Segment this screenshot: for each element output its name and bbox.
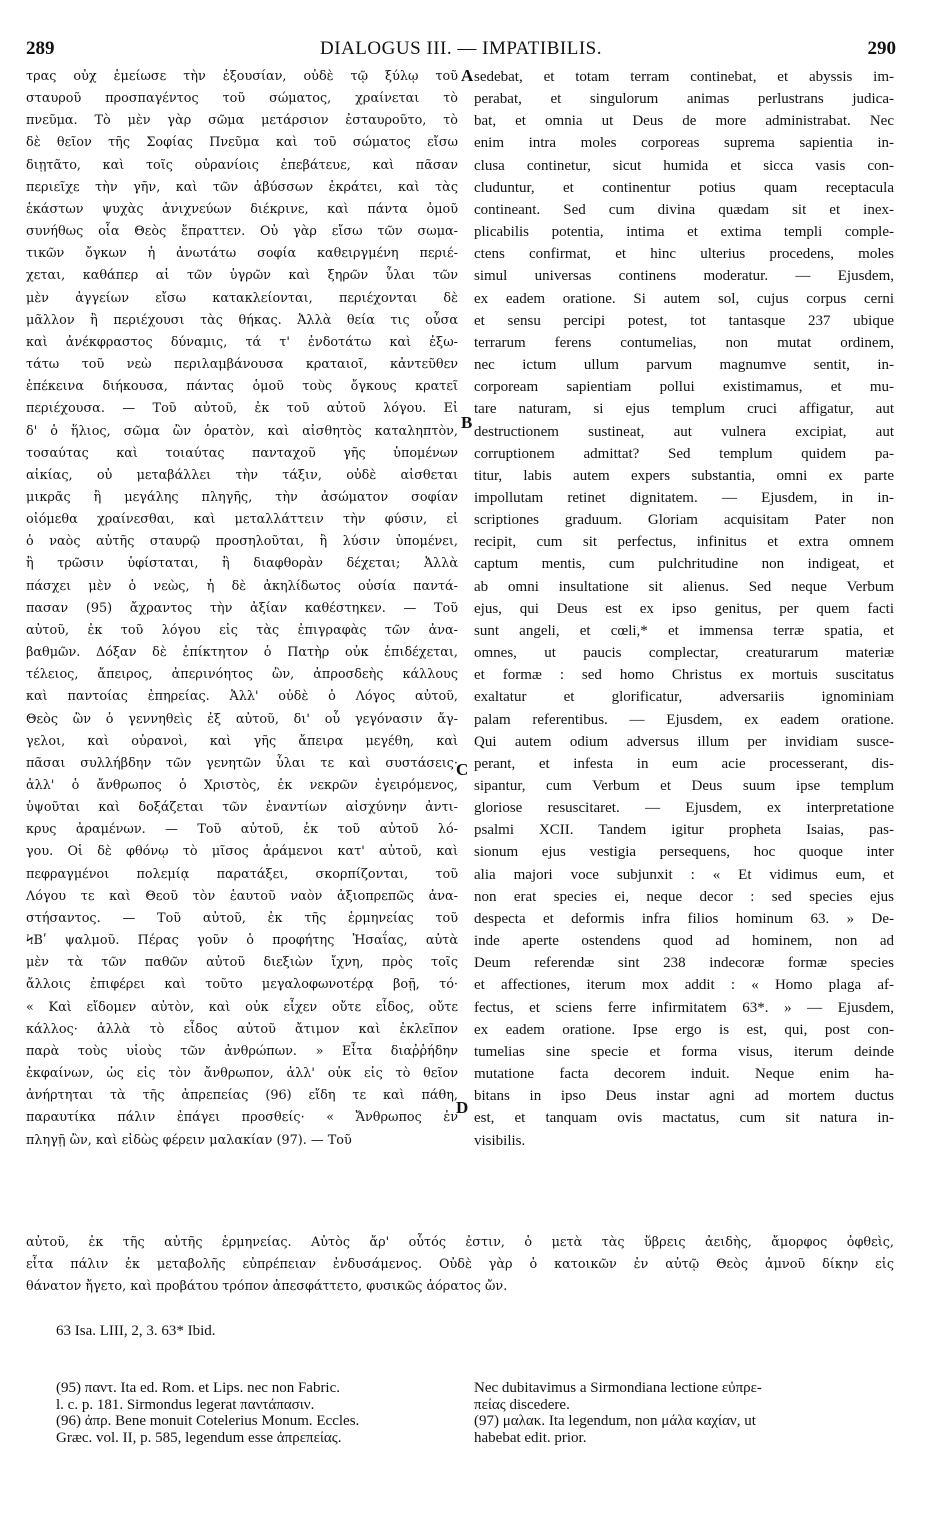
text-line: Λόγου τε καὶ Θεοῦ τὸν ἑαυτοῦ ναὸν ἀξιοπρεπῶς ἀνα- bbox=[26, 888, 458, 904]
text-line: γου. Οἱ δὲ φθόνῳ τὸ μῖσος ἀράμενοι κατ' αὐτοῦ, καὶ bbox=[26, 844, 458, 860]
text-line: αὐτοῦ, ἐκ τῆς αὐτῆς ἑρμηνείας. Αὐτὸς ἄρ' οὗτός ἐστιν, ὁ μετὰ τὰς ὕβρεις ἀειδὴς, ἄμορφος ὀφθεὶς, bbox=[26, 1235, 894, 1250]
text-line: ἀνήρτηται τὰ τῆς ἀπρεπείας (96) εἴδη τε καὶ πάθη, bbox=[26, 1088, 458, 1104]
text-line: mutatione facta decorem induit. Neque enim ha- bbox=[474, 1066, 894, 1083]
text-line: πείας discedere. bbox=[474, 1396, 570, 1413]
text-line: fectus, et sciens ferre infirmitatem 63*. » — Ejusdem, bbox=[474, 999, 894, 1016]
text-line: (96) ἀπρ. Bene monuit Cotelerius Monum. Eccles. bbox=[56, 1413, 360, 1429]
text-line: παραυτίκα πάλιν ἐπάγει προσθείς· « Ἄνθρωπος ἐν bbox=[26, 1110, 458, 1126]
text-line: ἄλλοις ἐπιφέρει καὶ τοῦτο μεγαλοφωνοτέρᾳ βοῇ, τό· bbox=[26, 977, 458, 993]
latin-column bbox=[474, 66, 894, 1152]
text-line: βαθμῶν. Δόξαν δὲ ἐπίκτητον ὁ Πατὴρ οὐκ ἐπιδέχεται, bbox=[26, 645, 458, 661]
text-line: destructionem sustineat, aut vulnera excipiat, aut bbox=[474, 423, 894, 440]
text-line: παρὰ τοὺς υἱοὺς τῶν ἀνθρώπων. » Εἶτα διαῤῥήδην bbox=[26, 1043, 458, 1059]
text-line: l. c. p. 181. Sirmondus legerat παντάπασιν. bbox=[56, 1396, 315, 1413]
text-line: corruptionem admittat? Sed templum quidem pa- bbox=[474, 445, 894, 462]
text-line: διῃτᾶτο, καὶ τοῖς οὐρανίοις ἐπεβάτευε, καὶ πᾶσαν bbox=[26, 157, 458, 173]
page-number-right: 290 bbox=[867, 38, 896, 59]
text-line: τρας οὐχ ἐμείωσε τὴν ἐξουσίαν, οὐδὲ τῷ ξύλῳ τοῦ bbox=[26, 69, 458, 84]
text-line: est, et tanquam ovis mactatus, cum sit natura in- bbox=[474, 1110, 894, 1127]
text-line: ex eadem oratione. Ipse ergo is est, qui, post con- bbox=[474, 1021, 894, 1038]
text-line: ejus, qui Deus est ex ipso genitus, per quem facti bbox=[474, 600, 894, 617]
footnotes-left bbox=[56, 1380, 456, 1446]
text-line: gloriose resuscitaret. — Ejusdem, ex interpretatione bbox=[474, 800, 894, 817]
text-line: clusa continetur, sicut humida et sicca vasis con- bbox=[474, 157, 894, 174]
text-line: αὐτοῦ, ἐκ τοῦ λόγου εἰς τὰς ἐπιγραφὰς τῶν ἀνα- bbox=[26, 622, 458, 638]
text-line: simul universas continens moderatur. — Ejusdem, bbox=[474, 268, 894, 285]
greek-continuation bbox=[26, 1232, 894, 1298]
text-line: captum mentis, cum pulchritudine non indigeat, et bbox=[474, 556, 894, 573]
text-line: τοσαύτας καὶ τοιαύτας πανταχοῦ γῆς ὑπομένων bbox=[26, 445, 458, 461]
text-line: στήσαντος. — Τοῦ αὐτοῦ, ἐκ τῆς ἑρμηνείας τοῦ bbox=[26, 910, 458, 926]
section-marker-c: C bbox=[456, 760, 469, 779]
section-marker-a: A bbox=[461, 66, 474, 85]
text-line: bitans in ipso Deus instar agni ad mortem ductus bbox=[474, 1088, 894, 1105]
scripture-reference: 63 Isa. LIII, 2, 3. 63* Ibid. bbox=[56, 1323, 216, 1339]
text-line: alia majori voce subjunxit : « Et vidimus eum, et bbox=[474, 866, 894, 883]
text-line: τικῶν ὄγκων ἡ ἀνωτάτω σοφία καθειργμένη περιέ- bbox=[26, 246, 458, 262]
text-line: συνήθως οἷα Θεὸς ἔπραττεν. Οὐ γὰρ εἴσω τῶν σωμα- bbox=[26, 224, 458, 240]
text-line: non erat species ei, neque decor : sed species ejus bbox=[474, 888, 894, 905]
text-line: (97) μαλακ. Ita legendum, non μάλα καχίαν, ut bbox=[474, 1413, 756, 1429]
text-line: recipit, cum sit perfectus, infinitus et extra omnem bbox=[474, 534, 894, 551]
text-line: δὲ θεῖον τῆς Σοφίας Πνεῦμα καὶ τοῦ σώματος εἴσω bbox=[26, 135, 458, 151]
text-line: χεται, καθάπερ αἱ τῶν ὑγρῶν καὶ ξηρῶν ὗλαι τῶν bbox=[26, 268, 458, 284]
running-title: DIALOGUS III. — IMPATIBILIS. bbox=[320, 38, 602, 59]
text-line: πληγῇ ὢν, καὶ εἰδὼς φέρειν μαλακίαν (97). — Τοῦ bbox=[26, 1132, 352, 1148]
text-line: sionum ejus vestigia persequens, hoc quoque inter bbox=[474, 844, 894, 861]
text-line: κάλλος· ἀλλὰ τὸ εἶδος αὐτοῦ ἄτιμον καὶ ἐκλεῖπον bbox=[26, 1021, 458, 1037]
text-line: πνεῦμα. Τὸ μὲν γὰρ σῶμα μετάρσιον ἐσταυροῦτο, τὸ bbox=[26, 113, 458, 129]
footnotes-right bbox=[474, 1380, 894, 1446]
text-line: corpoream sapientiam pollui existimamus, et mu- bbox=[474, 379, 894, 396]
text-line: inde aperte ostendens quod ad hominem, non ad bbox=[474, 933, 894, 950]
text-line: κρυς ἀραμένων. — Τοῦ αὐτοῦ, ἐκ τοῦ αὐτοῦ λό- bbox=[26, 822, 458, 838]
text-line: εἶτα πάλιν ἐκ μεταβολῆς εὐπρέπειαν ἐνδυσάμενος. Οὐδὲ γὰρ ὁ κατοικῶν ἐν αὐτῷ Θεὸς ἀμνοῦ δίκην εἰς bbox=[26, 1257, 894, 1273]
text-line: perabat, et singulorum animas perlustrans judica- bbox=[474, 91, 894, 108]
text-line: τέλειος, ἄπειρος, ἀπερινόητος ὢν, ἀπροσδεὴς κάλλους bbox=[26, 667, 458, 683]
text-line: πασαν (95) ἄχραντος τὴν ἀξίαν καθέστηκεν. — Τοῦ bbox=[26, 600, 458, 616]
text-line: « Καὶ εἴδομεν αὐτὸν, καὶ οὐκ εἶχεν οὔτε εἶδος, οὔτε bbox=[26, 999, 458, 1015]
text-line: τάτω τοῦ νεὼ περιλαμβάνουσα κραταιοῖ, κἀντεῦθεν bbox=[26, 357, 458, 373]
text-line: πεφραγμένοι πολεμίᾳ παρατάξει, σκορπίζονται, τοῦ bbox=[26, 866, 458, 882]
text-line: tumelias sine specie et forma visus, iterum deinde bbox=[474, 1043, 894, 1060]
text-line: exaltatur et glorificatur, adversariis ignominiam bbox=[474, 689, 894, 706]
text-line: μὲν τὰ τῶν παθῶν αὐτοῦ διεξιὼν ἴχνη, πρὸς τοῖς bbox=[26, 955, 458, 971]
text-line: ἢ τρῶσιν ὑφίσταται, ἢ διαφθορὰν δέχεται; Ἀλλὰ bbox=[26, 556, 458, 572]
text-line: ἐπέκεινα διήκουσα, πάντας ὁμοῦ τοὺς ὄγκους κρατεῖ bbox=[26, 379, 458, 395]
text-line: terrarum ferens contumelias, non mutat ordinem, bbox=[474, 334, 894, 351]
text-line: δ' ὁ ἥλιος, σῶμα ὢν ὁρατὸν, καὶ αἰσθητὸς καταληπτὸν, bbox=[26, 423, 458, 439]
text-line: sipantur, cum Verbum et Deus suum ipse templum bbox=[474, 778, 894, 794]
text-line: impollutam retinet dignitatem. — Ejusdem, in in- bbox=[474, 489, 894, 506]
text-line: μὲν ἀγγείων εἴσω κατακλείονται, περιέχονται δὲ bbox=[26, 290, 458, 306]
text-line: despecta et deformis infra filios hominum 63. » De- bbox=[474, 910, 894, 927]
text-line: πάσχει μὲν ὁ νεὼς, ἡ δὲ ἀκηλίδωτος οὐσία παντά- bbox=[26, 578, 458, 594]
text-line: et sensu percipi potest, tot tantasque 237 ubique bbox=[474, 312, 894, 329]
text-line: περιεῖχε τὴν γῆν, καὶ τῶν ἀβύσσων ἐκράτει, καὶ τὰς bbox=[26, 179, 458, 195]
text-line: contineant. Sed cum divina quædam sit et inex- bbox=[474, 201, 894, 218]
text-line: γελοι, καὶ οὐρανοὶ, καὶ γῆς ἄπειρα μεγέθη, καὶ bbox=[26, 733, 458, 749]
section-marker-d: D bbox=[456, 1098, 469, 1117]
text-line: Qui autem odium adversus illum per invidiam susce- bbox=[474, 733, 894, 750]
text-line: Nec dubitavimus a Sirmondiana lectione εὐπρε- bbox=[474, 1380, 762, 1396]
text-line: θάνατον ἤγετο, καὶ προβάτου τρόπον ἀπεσφάττετο, φυσικῶς ἀόρατος ὤν. bbox=[26, 1279, 508, 1295]
text-line: sunt angeli, et cœli,* et immensa terræ spatia, et bbox=[474, 622, 894, 639]
text-line: nec ictum ullum parvum magnumve sentit, in- bbox=[474, 357, 894, 374]
text-line: (95) παντ. Ita ed. Rom. et Lips. nec non Fabric. bbox=[56, 1380, 341, 1396]
page-number-left: 289 bbox=[26, 38, 55, 59]
text-line: ctens confirmat, et hinc ulterius procedens, moles bbox=[474, 246, 894, 263]
text-line: ἐκφαίνων, ὡς εἰς τὸν ἄνθρωπον, ἀλλ' οὐκ εἰς τὸ θεῖον bbox=[26, 1066, 458, 1082]
text-line: perant, et infesta in eum acie processerant, dis- bbox=[474, 755, 894, 772]
text-line: Θεὸς ὢν ὁ γεννηθεὶς ἐξ αὐτοῦ, δι' οὗ γεγόνασιν ἄγ- bbox=[26, 711, 458, 727]
text-line: σταυροῦ προσπαγέντος τοῦ σώματος, χραίνεται τὸ bbox=[26, 91, 458, 107]
text-line: habebat edit. prior. bbox=[474, 1429, 587, 1446]
text-line: visibilis. bbox=[474, 1132, 526, 1149]
text-line: bat, et omnia ut Deus de more administrabat. Nec bbox=[474, 113, 894, 130]
text-line: Deum referendæ sint 238 indecoræ formæ species bbox=[474, 955, 894, 972]
section-marker-b: B bbox=[461, 413, 473, 432]
text-line: ἀλλ' ὁ ἄνθρωπος ὁ Χριστὸς, ἐκ νεκρῶν ἐγειρόμενος, bbox=[26, 778, 458, 793]
page-header bbox=[26, 38, 896, 62]
text-line: αἰκίας, οὐ μεταβάλλει τὴν τάξιν, οὐδὲ αἰσθεται bbox=[26, 467, 458, 483]
text-line: ὑψοῦται καὶ δοξάζεται τῶν ἐναντίων αἰσχύνην ἀντι- bbox=[26, 800, 458, 816]
text-line: scriptiones graduum. Gloriam acquisitam Pater non bbox=[474, 512, 894, 529]
text-line: et formæ : sed homo Christus ex mortuis suscitatus bbox=[474, 667, 894, 684]
text-line: μᾶλλον ἢ περιέχουσι τὰς θήκας. Ἀλλὰ θεία τις οὖσα bbox=[26, 312, 458, 328]
text-line: καὶ παντοίας ἐπηρείας. Ἀλλ' οὐδὲ ὁ Λόγος αὐτοῦ, bbox=[26, 689, 458, 705]
greek-column bbox=[26, 66, 458, 1152]
text-line: titur, labis autem expers substantia, omni ex parte bbox=[474, 467, 894, 484]
text-line: et affectiones, iterum mox addit : « Homo plaga af- bbox=[474, 977, 894, 994]
text-line: ἑκάστων ψυχὰς ἀνιχνεύων διέκρινε, καὶ πάντα ὁμοῦ bbox=[26, 201, 458, 217]
text-line: καὶ ἀνέκφραστος δύναμις, τά τ' ἐνδοτάτω καὶ ἐξω- bbox=[26, 334, 458, 350]
text-line: ϞΒʹ ψαλμοῦ. Πέρας γοῦν ὁ προφήτης Ἡσαΐας, αὐτὰ bbox=[26, 933, 458, 949]
text-line: sedebat, et totam terram continebat, et abyssis im- bbox=[474, 69, 894, 85]
text-line: cluduntur, et continentur potius quam receptacula bbox=[474, 179, 894, 196]
text-line: psalmi XCII. Tandem igitur propheta Isaias, pas- bbox=[474, 822, 894, 839]
text-line: ex eadem oratione. Si autem sol, cujus corpus cerni bbox=[474, 290, 894, 307]
text-line: enim intra moles corporeas suprema sapientia in- bbox=[474, 135, 894, 152]
text-line: plicabilis potentia, intima et extima templi comple- bbox=[474, 224, 894, 241]
text-line: πᾶσαι συλλήβδην τῶν γενητῶν ὗλαι τε καὶ συστάσεις· bbox=[26, 755, 458, 771]
text-line: omnes, ut paucis complectar, creaturarum materiæ bbox=[474, 645, 894, 662]
text-line: Græc. vol. II, p. 585, legendum esse ἀπρεπείας. bbox=[56, 1429, 342, 1446]
text-line: ὁ ναὸς αὐτῆς σταυρῷ προσηλοῦται, ἢ λύσιν ὑπομένει, bbox=[26, 534, 458, 550]
text-line: περιέχουσα. — Τοῦ αὐτοῦ, ἐκ τοῦ αὐτοῦ λόγου. Εἰ bbox=[26, 401, 458, 417]
text-line: tare naturam, si ejus templum cruci affigatur, aut bbox=[474, 401, 894, 418]
text-line: οἰόμεθα χραίνεσθαι, καὶ μεταλλάττειν τὴν φύσιν, εἰ bbox=[26, 512, 458, 528]
text-line: μικρᾶς ἢ μεγάλης πληγῆς, τὴν ἀσώματον σοφίαν bbox=[26, 489, 458, 505]
text-line: ab omni insultatione sit alienus. Sed neque Verbum bbox=[474, 578, 894, 595]
text-line: palam referentibus. — Ejusdem, ex eadem oratione. bbox=[474, 711, 894, 728]
